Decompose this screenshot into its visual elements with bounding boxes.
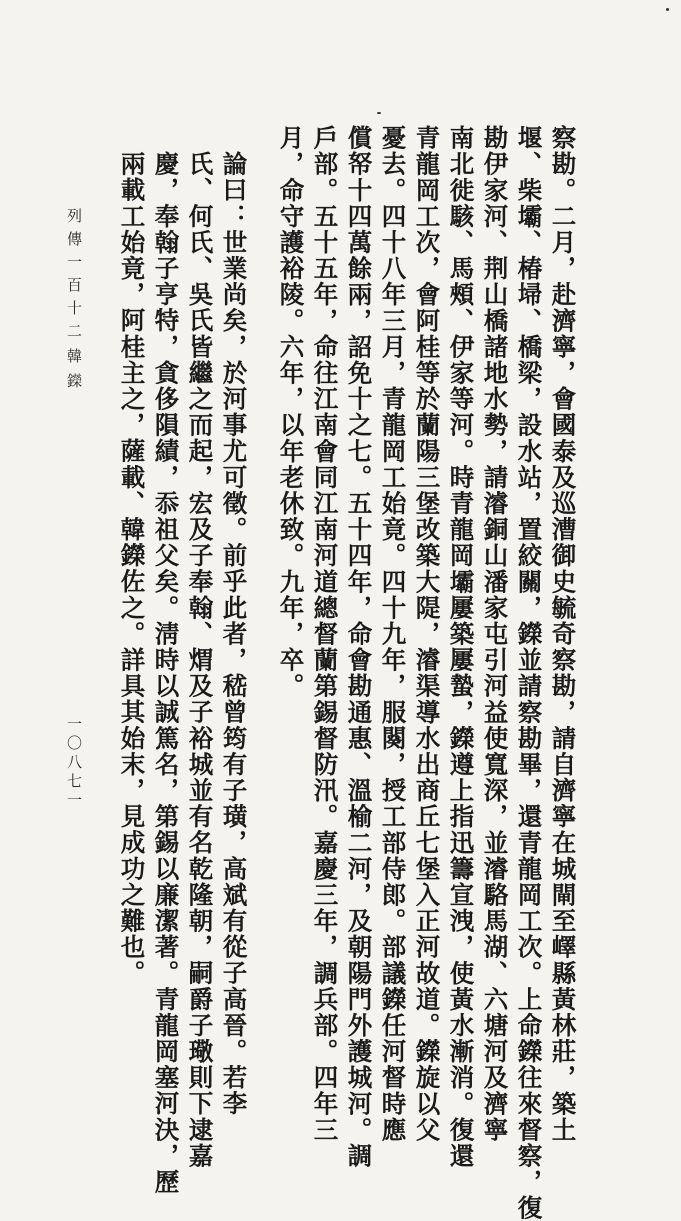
text-column-5: 青龍岡工次，會阿桂等於蘭陽三堡改築大隄，濬渠導水出商丘七堡入正河故道。鑅旋以父 (412, 125, 442, 1143)
commentary-column-4: 兩載工始竟，阿桂主之，薩載、韓鑅佐之。詳具其始末，見成功之難也。 (117, 151, 147, 987)
text-column-3: 勘伊家河、荆山橋諸地水勢，請濬銅山潘家屯引河益使寬深，並濬駱馬湖、六塘河及濟寧 (480, 125, 510, 1143)
text-column-6: 憂去。四十八年三月，青龍岡工始竟。四十九年，服闋，授工部侍郎。部議鑅任河督時應 (378, 125, 408, 1143)
text-column-2: 堰、柴壩、椿埽、橋梁，設水站，置絞關，鑅並請察勘畢，還青龍岡工次。上命鑅往來督察，復 (514, 125, 544, 1221)
page-number: 一〇八七一 (65, 716, 83, 811)
commentary-column-3: 慶，奉翰子亨特，貪侈隕績，忝祖父矣。淸時以誠篤名，第錫以廉潔著。青龍岡塞河決，歷 (151, 151, 181, 1195)
scan-speck (666, 8, 669, 11)
commentary-column-1: 論曰：世業尚矣，於河事尤可徵。前乎此者，嵇曾筠有子璜，高斌有從子高晉。若李 (219, 151, 249, 1117)
text-column-9: 月，命守護裕陵。六年，以年老休致。九年，卒。 (276, 125, 306, 700)
subject-name: 韓鑅 (65, 348, 83, 398)
text-column-4: 南北徙駭、馬頰、伊家等河。時青龍岡壩屢築屢蟄，鑅遵上指迅籌宣洩，使黃水漸消。復還 (446, 125, 476, 1169)
text-column-7: 償帑十四萬餘兩，詔免十之七。五十四年，命會勘通惠、溫榆二河，及朝陽門外護城河。調 (344, 125, 374, 1169)
text-column-8: 戶部。五十五年，命往江南會同江南河道總督蘭第錫督防汛。嘉慶三年，調兵部。四年三 (310, 125, 340, 1143)
scan-speck (377, 112, 381, 114)
commentary-column-2: 氏、何氏、吳氏皆繼之而起，宏及子奉翰、煟及子裕城並有名乾隆朝，嗣爵子璥則下逮嘉 (185, 151, 215, 1169)
chapter-heading: 列傳一百十二 (65, 208, 83, 346)
text-column-1: 察勘。二月，赴濟寧，會國泰及巡漕御史毓奇察勘，請自濟寧在城閘至嶧縣黃林莊，築土 (548, 125, 578, 1143)
